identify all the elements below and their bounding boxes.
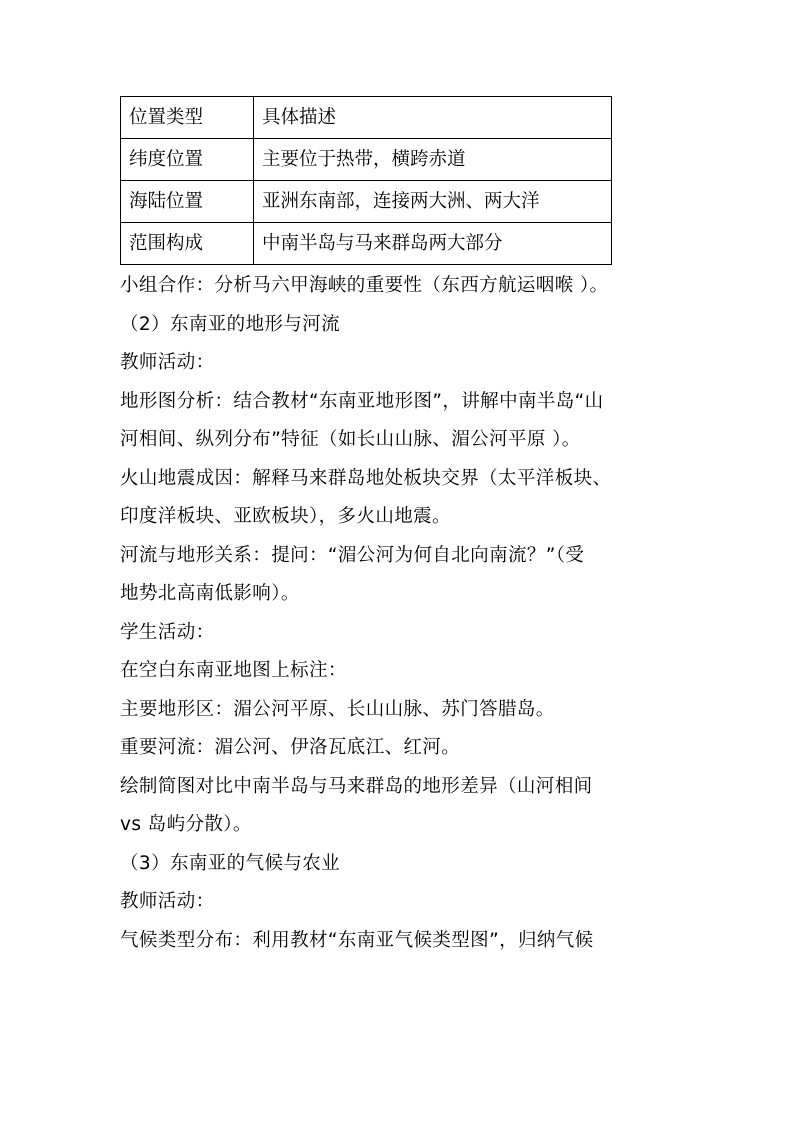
table-row [121, 223, 612, 265]
table-row [121, 181, 612, 223]
table-header-cell: 位置类型 [121, 97, 254, 139]
section-heading: （2）东南亚的地形与河流 [120, 313, 341, 335]
paragraph-line: 火山地震成因：解释马来群岛地处板块交界（太平洋板块、 [120, 467, 612, 489]
paragraph-line: 在空白东南亚地图上标注： [120, 660, 347, 681]
paragraph-line: 学生活动： [120, 621, 215, 643]
table-header-cell: 具体描述 [254, 97, 612, 139]
table-cell: 亚洲东南部，连接两大洲、两大洋 [254, 181, 612, 223]
paragraph-line: 绘制简图对比中南半岛与马来群岛的地形差异（山河相间 [120, 775, 593, 797]
paragraph-line: 地势北高南低影响）。 [120, 583, 300, 604]
paragraph-line: 地形图分析：结合教材“东南亚地形图”，讲解中南半岛“山 [120, 390, 604, 412]
paragraph-line: 主要地形区：湄公河平原、长山山脉、苏门答腊岛。 [120, 698, 555, 720]
table-row [121, 139, 612, 181]
paragraph-line: 教师活动： [120, 352, 215, 373]
paragraph-line: 河相间、纵列分布”特征（如长山山脉、湄公河平原 ）。 [120, 429, 581, 450]
paragraph-line: 河流与地形关系：提问：“湄公河为何自北向南流？”（受 [120, 544, 585, 566]
location-table [120, 96, 612, 265]
table-cell: 中南半岛与马来群岛两大部分 [254, 223, 612, 265]
body-text [120, 267, 690, 960]
table-cell: 主要位于热带，横跨赤道 [254, 139, 612, 181]
paragraph-line: 气候类型分布：利用教材“东南亚气候类型图”，归纳气候 [120, 929, 594, 951]
paragraph-line: 小组合作：分析马六甲海峡的重要性（东西方航运咽喉 ）。 [120, 275, 609, 296]
table-cell: 海陆位置 [121, 181, 254, 223]
paragraph-line: vs 岛屿分散）。 [120, 814, 252, 835]
paragraph-line: 重要河流：湄公河、伊洛瓦底江、红河。 [120, 737, 461, 758]
paragraph-line: 教师活动： [120, 891, 215, 912]
table-cell: 范围构成 [121, 223, 254, 265]
paragraph-line: 印度洋板块、亚欧板块），多火山地震。 [120, 506, 451, 527]
table-cell: 纬度位置 [121, 139, 254, 181]
section-heading: （3）东南亚的气候与农业 [120, 852, 341, 874]
table-header-row [121, 97, 612, 139]
